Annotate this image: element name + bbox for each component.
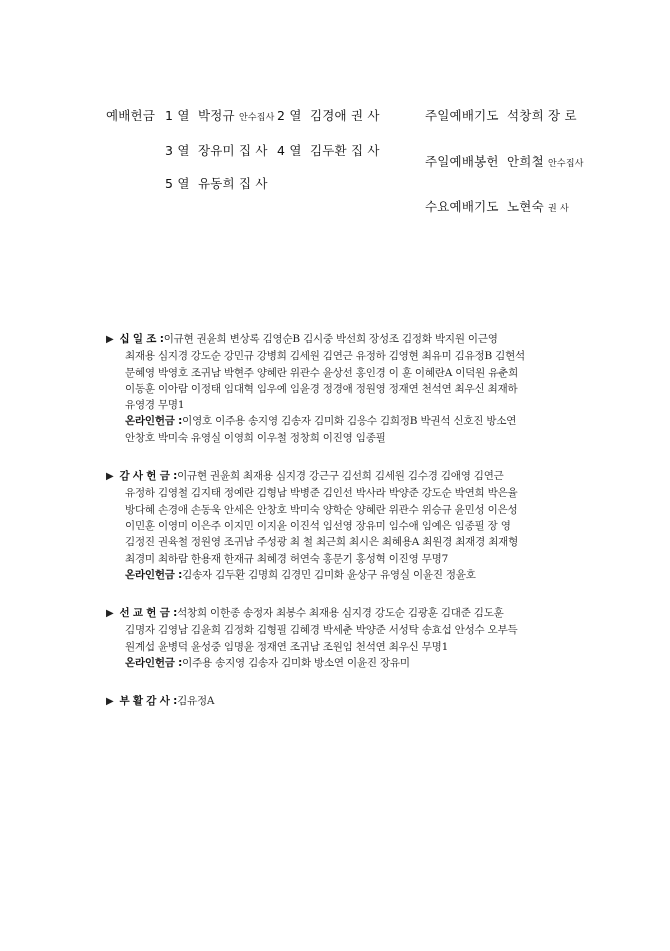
name-line: 원계섭 윤병덕 윤성중 임명윤 정재연 조귀남 조원임 천석연 최우신 무명1: [125, 640, 449, 653]
online-line: [106, 655, 576, 671]
name-line: 유정하 김영철 김지태 정예란 김형남 박병준 김인선 박사라 박양준 강도순 박연희 박은율: [125, 487, 518, 500]
name-line: 김정진 권육철 정원영 조귀남 주성광 최 철 최근희 최시은 최혜용A 최원경 최재경 최재형: [125, 536, 519, 549]
name-line: 이주용 송지영 김송자 김미화 방소연 이윤진 장유미: [182, 657, 410, 670]
easter-section: [106, 693, 576, 710]
section-heading: 십 일 조 :: [119, 333, 164, 345]
name-line: 이동훈 이아람 이정태 임대혁 임우예 임윤경 정경애 정원영 정재연 천석연 최우신 최재하: [125, 382, 518, 395]
person-name: 김경애: [309, 108, 347, 123]
name-line: 이영호 이주용 송지영 김송자 김미화 김응수 김희정B 박권석 신호진 방소연: [182, 415, 517, 428]
person-title: 집 사: [238, 143, 268, 158]
name-line: 이민훈 이영미 이은주 이지민 이지윤 이진석 임선영 장유미 임수애 임예은 임종필 장 영: [125, 519, 511, 532]
role-label: 주일예배봉헌: [425, 154, 499, 169]
thanks-line: [106, 468, 576, 485]
triangle-bullet-icon: ▶: [106, 334, 114, 345]
column-number: 3 열: [165, 143, 190, 158]
person-name: 유동희: [197, 176, 235, 191]
person-title: 권 사: [548, 204, 569, 214]
person-name: 안희철: [507, 154, 544, 169]
column-number: 2 열: [277, 108, 302, 123]
section-heading: 감 사 헌 금 :: [119, 470, 178, 483]
section-heading: 부 활 감 사 :: [119, 695, 178, 708]
name-line: 김유정A: [177, 695, 215, 708]
prayer-sunday: [425, 106, 577, 124]
name-line: 방다혜 손경애 손동욱 안세은 안창호 박미숙 양학순 양혜란 위관수 위승규 윤민성 이은성: [125, 503, 518, 516]
person-title: 안수집사: [548, 159, 584, 169]
prayer-wednesday: [425, 197, 569, 215]
offering-sunday: [425, 152, 584, 170]
online-heading: 온라인헌금 :: [125, 415, 183, 428]
person-title: 권 사: [350, 108, 380, 123]
offering-row-1: [165, 106, 275, 124]
online-line: [106, 413, 576, 429]
person-name: 박정규: [197, 108, 235, 123]
mission-section: [106, 605, 576, 671]
offering-label: 예배헌금: [106, 108, 156, 123]
name-line: 김송자 김두환 김명희 김경민 김미화 윤상구 유영실 이윤진 정윤호: [182, 568, 476, 581]
donation-list: [106, 331, 576, 733]
person-title: 장 로: [548, 108, 577, 123]
offering-row-1b: [277, 106, 380, 124]
column-number: 5 열: [165, 176, 190, 191]
name-line: 이규현 권윤희 최재용 심지경 강근구 김선희 김세원 김수경 김애영 김연근: [177, 470, 504, 483]
person-name: 김두환: [309, 143, 347, 158]
thanks-section: [106, 468, 576, 583]
name-line: 석창희 이한종 송정자 최봉수 최재용 심지경 강도순 김광훈 김대준 김도훈: [177, 607, 504, 620]
easter-line: [106, 693, 576, 710]
section-heading: 선 교 헌 금 :: [119, 607, 178, 620]
person-title: 안수집사: [238, 113, 275, 123]
offering-row-2b: [277, 141, 380, 159]
name-line: 최재용 심지경 강도순 강민규 강병희 김세원 김연근 유정하 김영현 최유미 김유정B 김현석: [125, 350, 525, 363]
mission-line: [106, 605, 576, 622]
tithe-section: [106, 331, 576, 446]
triangle-bullet-icon: ▶: [106, 696, 114, 708]
name-line: 이규현 권윤희 변상록 김영순B 김시중 박선희 장성조 김정화 박지원 이근영: [163, 333, 498, 345]
name-line: 최경미 최하람 한용재 한재규 최혜경 허연숙 홍문기 홍성혁 이진영 무명7: [125, 552, 449, 565]
online-heading: 온라인헌금 :: [125, 657, 183, 670]
name-line: 문혜영 박영호 조귀남 박현주 양혜란 위관수 윤상선 홍인경 이 훈 이혜란A 이덕원 유춘희: [125, 366, 519, 379]
person-name: 장유미: [197, 143, 235, 158]
role-label: 주일예배기도: [425, 108, 499, 123]
name-line: 유영경 무명1: [125, 399, 185, 412]
column-number: 1 열: [165, 108, 190, 123]
triangle-bullet-icon: ▶: [106, 471, 114, 483]
offering-row-3: [165, 174, 268, 192]
offering-row-2: [165, 141, 268, 159]
column-number: 4 열: [277, 143, 302, 158]
name-line: 안창호 박미숙 유영실 이영희 이우철 정창희 이진영 임종필: [125, 431, 386, 444]
person-name: 노현숙: [507, 199, 544, 214]
person-title: 집 사: [350, 143, 380, 158]
online-line: [106, 567, 576, 583]
role-label: 수요예배기도: [425, 199, 499, 214]
triangle-bullet-icon: ▶: [106, 608, 114, 620]
person-name: 석창희: [507, 108, 544, 123]
name-line: 김명자 김영남 김윤희 김정화 김형필 김혜경 박세춘 박양준 서성탁 송효섭 안성수 오부득: [125, 624, 518, 637]
person-title: 집 사: [238, 176, 268, 191]
online-heading: 온라인헌금 :: [125, 568, 183, 581]
tithe-line: [106, 331, 576, 348]
